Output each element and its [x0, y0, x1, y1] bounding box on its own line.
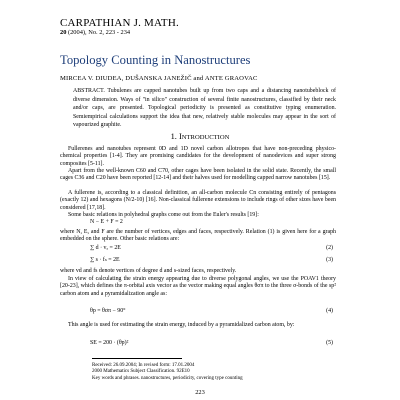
- equation-4-text: θp = θσπ − 90°: [90, 308, 126, 314]
- issue-info: [60, 29, 130, 36]
- paragraph-euler: Some basic relations in polyhedral graphs come out from the Euler's results [19]:: [68, 212, 259, 218]
- section-number: 1.: [170, 132, 177, 141]
- equation-2-number: (2): [326, 245, 333, 251]
- equation-5-text: SE = 200 · (θp)²: [90, 340, 129, 346]
- equation-5: [60, 340, 336, 349]
- paragraph-fullerene-def: A fullerene is, according to a classical definition, an all-carbon molecule Cn consisting entirely of pentagons (exactly 12) and hexagons (N/2-10) [16]. Non-classical fullerene extensions to include rings of other sizes have been considered [17,18].: [60, 190, 336, 211]
- footnotes: [92, 363, 336, 382]
- paragraph-degree: where vd and fs denote vertices of degree d and s-sized faces, respectively.: [60, 268, 237, 274]
- volume-number: 20: [60, 29, 67, 36]
- paragraph-strain: This angle is used for estimating the strain energy, induced by a pyramidalized carbon atom, by:: [68, 322, 295, 328]
- paragraph-intro: Fullerenes and nanotubes represent 0D and 1D novel carbon allotropes that have non-preceding physico-chemical properties [1-4]. They are promising candidates for the development of nanodevices and super strong composites [5-11].: [60, 146, 336, 167]
- paragraph-cages: Apart from the well-known C60 and C70, other cages have been isolated in the solid state. Recently, the small cages C36 and C20 have been reported [12-14] and their halves used for modelling capped narrow nanotubes [15].: [60, 168, 336, 182]
- equation-3-number: (3): [326, 257, 333, 263]
- equation-2: [60, 245, 336, 254]
- section-first-letter: I: [178, 132, 182, 141]
- section-title-rest: NTRODUCTION: [181, 134, 230, 141]
- journal-name: CARPATHIAN J. MATH.: [60, 17, 179, 29]
- issue-details: (2004), No. 2, 223 - 234: [66, 29, 131, 36]
- equation-5-number: (5): [326, 340, 333, 346]
- equation-euler-text: N − E + F = 2: [90, 219, 123, 225]
- keywords: Key words and phrases. nanostructures, periodicity, covering type counting: [92, 375, 243, 381]
- section-heading: [0, 132, 400, 141]
- equation-4-number: (4): [326, 308, 333, 314]
- paragraph-relations: where N, E, and F are the number of vertices, edges and faces, respectively. Relation (1) is given here for a graph embedded on the sphere. Other basic relations are:: [60, 229, 336, 243]
- equation-3-text: ∑ s · fₛ = 2E: [90, 257, 120, 263]
- msc-classification: 2000 Mathematics Subject Classification. 92E10: [92, 369, 190, 375]
- equation-3: [60, 257, 336, 266]
- paper-title: Topology Counting in Nanostructures: [60, 53, 251, 67]
- paragraph-poav: In view of calculating the strain energy appearing due to diverse polygonal angles, we use the POAV1 theory [20-23], which defines the π-orbital axis vector as the vector making equal angles θσπ to the three σ-bonds of the sp² carbon atom and a pyramidalization angle as:: [60, 276, 336, 297]
- footnote-divider: [92, 358, 182, 359]
- equation-4: [60, 308, 336, 317]
- abstract-paragraph: ABSTRACT. Tubulenes are capped nanotubes built up from two caps and a distancing nanotubeblock of diverse dimension. Ways of "in silico" construction of several finite nanostructures, classified by their neck and/or caps, are presented. Topological periodicity is presented as constitutive typing enumeration. Semiempirical calculations support the idea that new, relatively stable molecules may appear in the sort of vapourized graphite.: [73, 88, 336, 129]
- equation-euler: [60, 219, 336, 228]
- page-number: 223: [195, 389, 205, 396]
- author-list: MIRCEA V. DIUDEA, DUŠANSKA JANEŽIČ and ANTE GRAOVAC: [60, 75, 258, 82]
- equation-2-text: ∑ d · vₐ = 2E: [90, 245, 121, 251]
- received-date: Received: 26.09.2004; In revised form: 17.01.2004: [92, 363, 195, 368]
